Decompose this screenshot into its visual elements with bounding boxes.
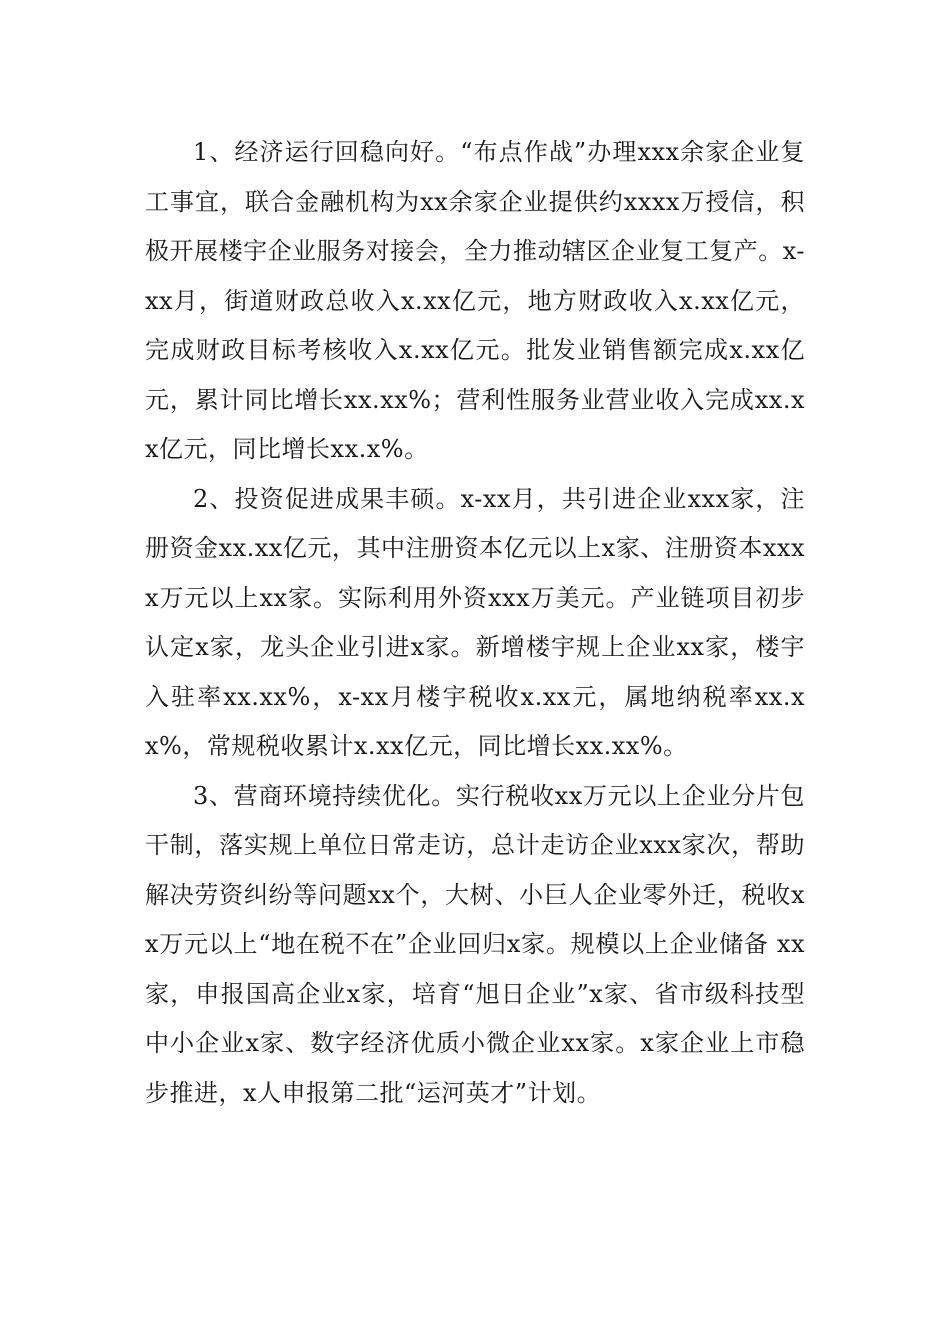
document-page	[145, 128, 805, 1118]
paragraph-economy: 1、经济运行回稳向好。“布点作战”办理xxx余家企业复工事宜，联合金融机构为xx余家企业提供约xxxx万授信，积极开展楼宇企业服务对接会，全力推动辖区企业复工复产。x-xx月，街道财政总收入x.xx亿元，地方财政收入x.xx亿元，完成财政目标考核收入x.xx亿元。批发业销售额完成x.xx亿元，累计同比增长xx.xx%；营利性服务业营业收入完成xx.xx亿元，同比增长xx.x%。	[145, 138, 805, 463]
paragraph-business-environment: 3、营商环境持续优化。实行税收xx万元以上企业分片包干制，落实规上单位日常走访，总计走访企业xxx家次，帮助解决劳资纠纷等问题xx个，大树、小巨人企业零外迁，税收xx万元以上“地在税不在”企业回归x家。规模以上企业储备 xx家，申报国高企业x家，培育“旭日企业”x家、省市级科技型中小企业x家、数字经济优质小微企业xx家。x家企业上市稳步推进，x人申报第二批“运河英才”计划。	[145, 781, 805, 1107]
paragraph-investment: 2、投资促进成果丰硕。x-xx月，共引进企业xxx家，注册资金xx.xx亿元，其中注册资本亿元以上x家、注册资本xxxx万元以上xx家。实际利用外资xxx万美元。产业链项目初步认定x家，龙头企业引进x家。新增楼宇规上企业xx家，楼宇入驻率xx.xx%，x-xx月楼宇税收x.xx元，属地纳税率xx.xx%，常规税收累计x.xx亿元，同比增长xx.xx%。	[145, 484, 805, 760]
